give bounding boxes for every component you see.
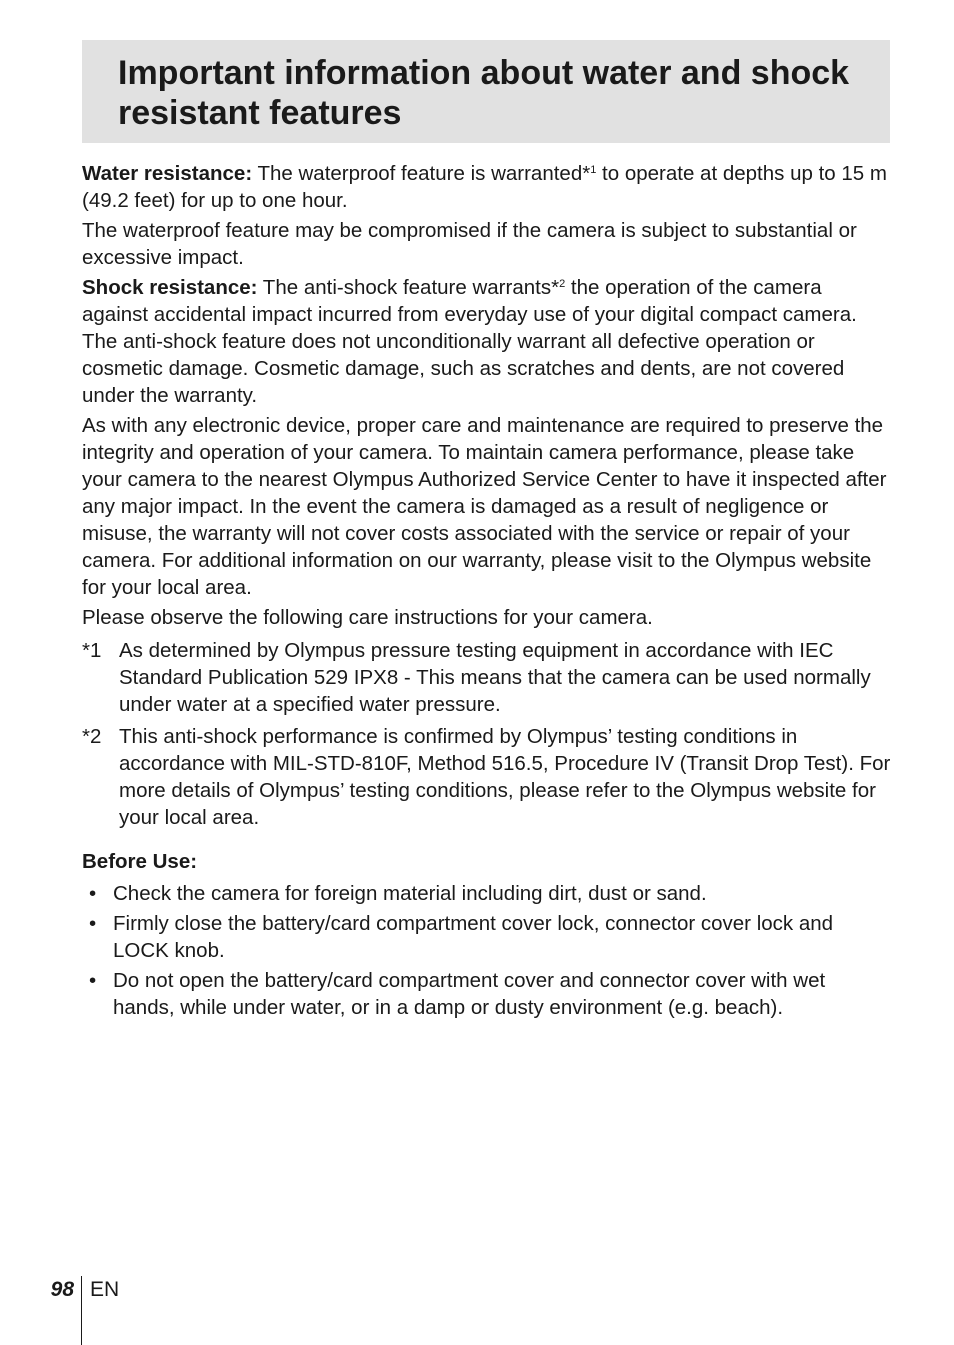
- footnote-2: [82, 723, 892, 831]
- care-paragraph: As with any electronic device, proper care and maintenance are required to preserve the integrity and operation of your camera. To maintain camera performance, please take your camera to the nearest Olympus Authorized Service Center to have it inspected after any major impact. In the event the camera is damaged as a result of negligence or misuse, the warranty will not cover costs associated with the service or repair of your camera. For additional information on our warranty, please visit to the Olympus website for your local area.: [82, 414, 887, 599]
- before-use-list: [82, 880, 892, 1021]
- page-number: 98: [50, 1278, 74, 1301]
- footnote-1-text: As determined by Olympus pressure testing equipment in accordance with IEC Standard Publication 529 IPX8 - This means that the camera can be used normally under water at a specified water pressure.: [119, 639, 871, 716]
- shock-resistance-text-2: the operation of the camera against accidental impact incurred from everyday use of your digital compact camera. The anti-shock feature does not unconditionally warrant all defective operation or cosmetic damage. Cosmetic damage, such as scratches and dents, are not covered under the warranty.: [82, 276, 857, 407]
- shock-resistance-label: Shock resistance:: [82, 276, 258, 299]
- title-banner: [82, 40, 890, 143]
- main-content: [82, 160, 892, 1024]
- bullet-icon: •: [89, 882, 97, 905]
- list-item-text: Check the camera for foreign material including dirt, dust or sand.: [113, 882, 707, 905]
- page-title-line-1: Important information about water and shock: [118, 54, 850, 92]
- water-resistance-text-2: to operate at depths up to 15 m (49.2 feet) for up to one hour.: [82, 162, 887, 212]
- page-title: [118, 53, 890, 133]
- shock-resistance-paragraph: [82, 274, 892, 409]
- footnote-1-mark: *1: [82, 639, 102, 662]
- footnote-ref-2: 2: [559, 278, 566, 290]
- list-item: [82, 910, 892, 964]
- list-item-text: Firmly close the battery/card compartment cover lock, connector cover lock and LOCK knob.: [113, 912, 834, 962]
- page-title-line-2: resistant features: [118, 94, 402, 132]
- footnote-2-text: This anti-shock performance is confirmed by Olympus’ testing conditions in accordance with MIL-STD-810F, Method 516.5, Procedure IV (Transit Drop Test). For more details of Olympus’ testing conditions, please refer to the Olympus website for your local area.: [119, 725, 891, 829]
- shock-resistance-text-1: The anti-shock feature warrants*: [257, 276, 560, 299]
- observe-paragraph: Please observe the following care instructions for your camera.: [82, 606, 653, 629]
- list-item: [82, 880, 892, 907]
- water-resistance-paragraph: [82, 160, 892, 214]
- footnote-1: [82, 637, 892, 718]
- water-resistance-text-1: The waterproof feature is warranted*: [252, 162, 591, 185]
- page-footer: [50, 1276, 150, 1345]
- footnote-ref-1: 1: [590, 164, 597, 176]
- footnote-2-mark: *2: [82, 725, 102, 748]
- water-note-paragraph: The waterproof feature may be compromised if the camera is subject to substantial or excessive impact.: [82, 219, 857, 269]
- footer-divider: [81, 1276, 82, 1345]
- bullet-icon: •: [89, 912, 97, 935]
- list-item-text: Do not open the battery/card compartment cover and connector cover with wet hands, while under water, or in a damp or dusty environment (e.g. beach).: [113, 969, 826, 1019]
- language-label: EN: [90, 1278, 120, 1301]
- water-resistance-label: Water resistance:: [82, 162, 253, 185]
- before-use-heading: Before Use:: [82, 850, 198, 873]
- list-item: [82, 967, 892, 1021]
- bullet-icon: •: [89, 969, 97, 992]
